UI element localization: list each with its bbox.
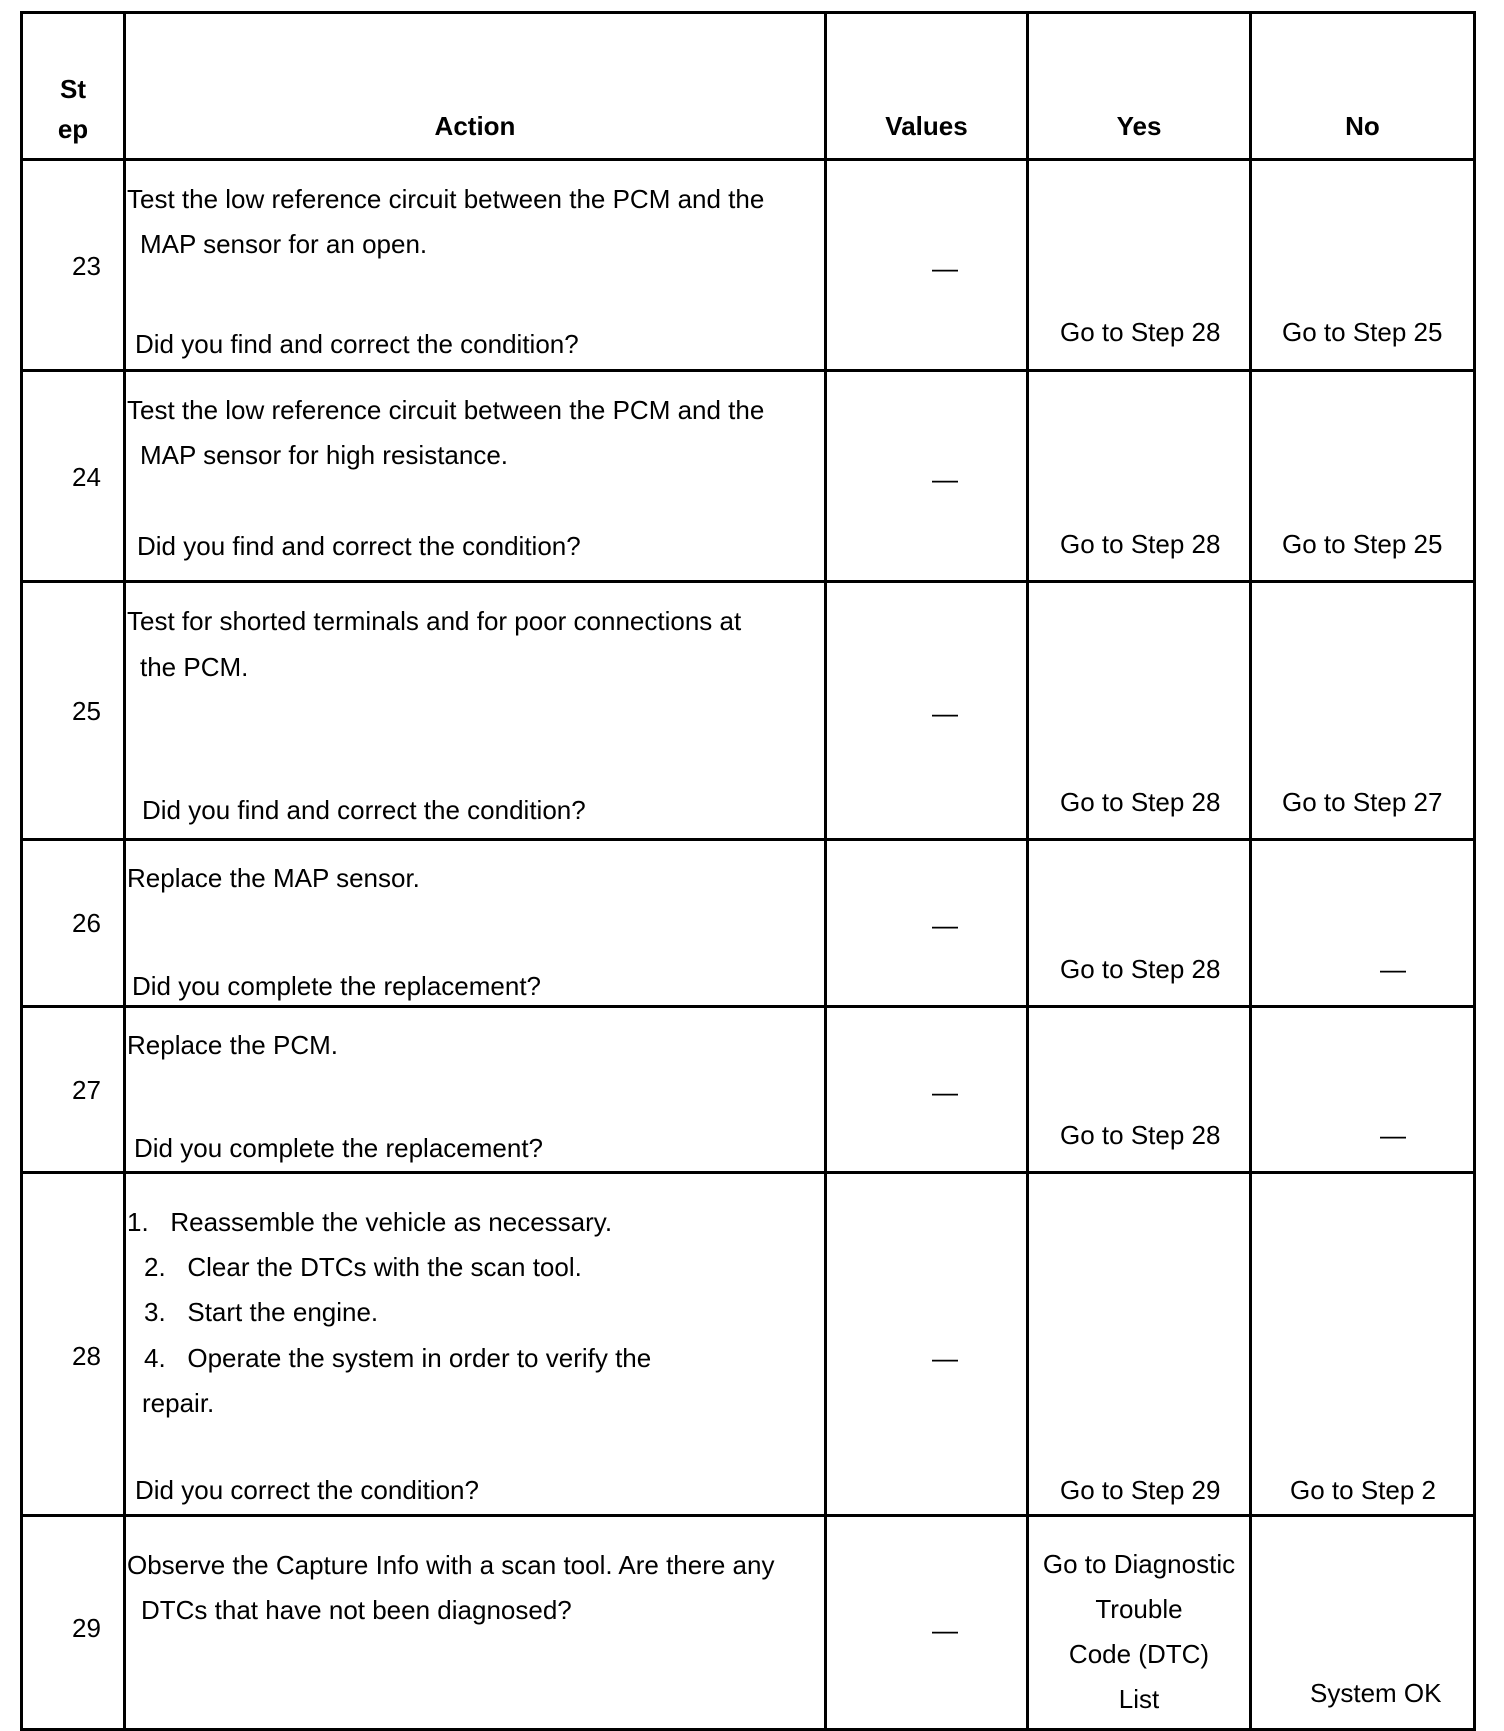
yes-cell: Go to Step 28 — [1060, 529, 1221, 559]
grid-line — [20, 11, 1476, 14]
action-line: Test the low reference circuit between the PCM and the — [127, 395, 765, 425]
step-number: 25 — [72, 696, 101, 726]
action-line: repair. — [142, 1388, 215, 1418]
action-question: Did you complete the replacement? — [134, 1133, 544, 1163]
yes-cell: Go to Step 28 — [1060, 787, 1221, 817]
values-cell: — — [932, 910, 958, 940]
grid-line — [20, 580, 1476, 583]
grid-line — [123, 11, 126, 1731]
step-number: 29 — [72, 1613, 101, 1643]
action-question: Did you find and correct the condition? — [135, 329, 579, 359]
grid-line — [20, 1171, 1476, 1174]
grid-line — [20, 158, 1476, 161]
grid-line — [824, 11, 827, 1731]
action-line: the PCM. — [140, 652, 249, 682]
values-cell: — — [932, 464, 958, 494]
no-cell: System OK — [1310, 1678, 1442, 1708]
no-cell: Go to Step 2 — [1290, 1475, 1436, 1505]
step-number: 28 — [72, 1341, 101, 1371]
no-cell: Go to Step 27 — [1282, 787, 1443, 817]
action-line: 2. Clear the DTCs with the scan tool. — [144, 1252, 582, 1282]
grid-line — [1026, 11, 1029, 1731]
no-cell: — — [1380, 954, 1406, 984]
yes-cell: Go to Diagnostic Trouble Code (DTC) List — [1042, 1549, 1236, 1714]
header-yes: Yes — [1116, 111, 1162, 141]
yes-cell: Go to Step 28 — [1060, 1120, 1221, 1150]
step-number: 24 — [72, 462, 101, 492]
grid-line — [20, 838, 1476, 841]
action-line: Observe the Capture Info with a scan tool. Are there any — [127, 1550, 775, 1580]
action-line: Replace the MAP sensor. — [127, 863, 420, 893]
grid-line — [20, 1514, 1476, 1517]
action-question: Did you correct the condition? — [135, 1475, 479, 1505]
step-number: 23 — [72, 251, 101, 281]
action-line: Replace the PCM. — [127, 1030, 338, 1060]
grid-line — [20, 1005, 1476, 1008]
grid-line — [20, 369, 1476, 372]
action-line: 4. Operate the system in order to verify the — [144, 1343, 652, 1373]
no-cell: — — [1380, 1120, 1406, 1150]
header-no: No — [1345, 111, 1380, 141]
header-step: St ep — [57, 74, 89, 144]
grid-line — [1249, 11, 1252, 1731]
grid-line — [20, 11, 23, 1731]
values-cell: — — [932, 1077, 958, 1107]
action-line: MAP sensor for an open. — [140, 229, 428, 259]
header-action: Action — [434, 111, 516, 141]
action-question: Did you complete the replacement? — [132, 971, 542, 1001]
diagnostic-table — [20, 11, 1476, 1731]
header-values: Values — [885, 111, 968, 141]
values-cell: — — [932, 253, 958, 283]
action-question: Did you find and correct the condition? — [142, 795, 586, 825]
no-cell: Go to Step 25 — [1282, 529, 1443, 559]
yes-cell: Go to Step 29 — [1060, 1475, 1221, 1505]
action-line: 3. Start the engine. — [144, 1297, 379, 1327]
values-cell: — — [932, 698, 958, 728]
action-line: Test for shorted terminals and for poor connections at — [127, 606, 742, 636]
values-cell: — — [932, 1343, 958, 1373]
step-number: 26 — [72, 908, 101, 938]
values-cell: — — [932, 1615, 958, 1645]
yes-cell: Go to Step 28 — [1060, 954, 1221, 984]
action-question: Did you find and correct the condition? — [137, 531, 581, 561]
action-line: DTCs that have not been diagnosed? — [141, 1595, 572, 1625]
action-line: MAP sensor for high resistance. — [140, 440, 509, 470]
step-number: 27 — [72, 1075, 101, 1105]
yes-cell: Go to Step 28 — [1060, 317, 1221, 347]
action-line: 1. Reassemble the vehicle as necessary. — [127, 1207, 613, 1237]
grid-line — [1473, 11, 1476, 1731]
no-cell: Go to Step 25 — [1282, 317, 1443, 347]
action-line: Test the low reference circuit between the PCM and the — [127, 184, 765, 214]
